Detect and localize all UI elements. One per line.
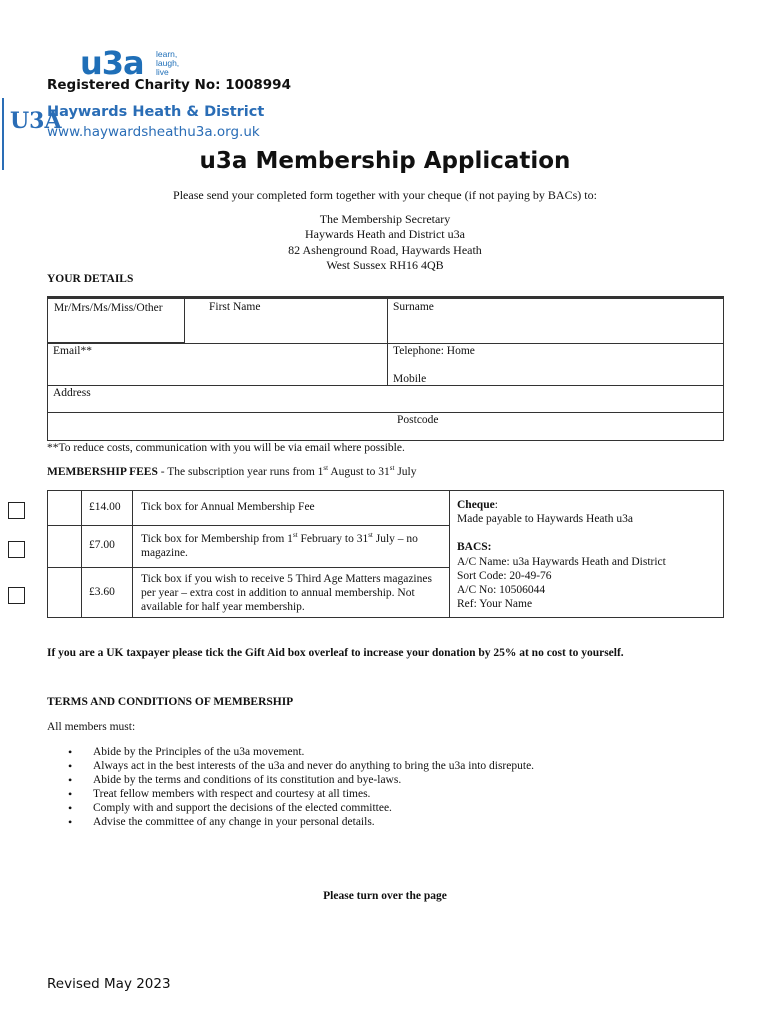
u3a-logo-wordmark: u3a: [80, 44, 144, 82]
annual-fee-checkbox[interactable]: [8, 502, 25, 519]
first-name-field[interactable]: [185, 298, 387, 343]
fee-price: £7.00: [89, 539, 115, 551]
page-title: u3a Membership Application: [199, 148, 571, 174]
first-name-label: First Name: [209, 301, 261, 313]
side-u3a-logo: U3A: [8, 108, 40, 168]
fee-description: Tick box for Annual Membership Fee: [141, 501, 315, 513]
instructions: Please send your completed form together with your cheque (if not paying by BACs) to:: [173, 188, 597, 202]
list-item: • Abide by the Principles of the u3a movement.: [47, 745, 727, 759]
fees-heading: MEMBERSHIP FEES - The subscription year runs from 1st August to 31st July: [47, 464, 417, 478]
fee-description: Tick box for Membership from 1st February to 31st July – no magazine.: [141, 531, 418, 559]
gift-aid-note: If you are a UK taxpayer please tick the Gift Aid box overleaf to increase your donation by 25% at no cost to yourself.: [47, 647, 624, 659]
fee-price: £14.00: [89, 501, 121, 513]
address-line: Haywards Heath and District u3a: [305, 227, 465, 241]
address-field[interactable]: [47, 386, 724, 412]
postcode-field[interactable]: [47, 413, 724, 441]
telephone-field[interactable]: [388, 344, 724, 385]
fee-price: £3.60: [89, 586, 115, 598]
list-item: • Always act in the best interests of the u3a and never do anything to bring the u3a into disrepute.: [47, 759, 727, 773]
terms-heading: TERMS AND CONDITIONS OF MEMBERSHIP: [47, 696, 294, 708]
postcode-label: Postcode: [397, 414, 439, 426]
cheque-label: Cheque:: [457, 499, 498, 511]
revision-date: Revised May 2023: [47, 976, 171, 992]
charity-number: Registered Charity No: 1008994: [47, 77, 291, 93]
your-details-heading: YOUR DETAILS: [47, 273, 134, 285]
email-label: Email**: [53, 345, 92, 357]
list-item: • Abide by the terms and conditions of its constitution and bye-laws.: [47, 773, 727, 787]
address-line: 82 Ashenground Road, Haywards Heath: [288, 243, 482, 257]
list-item: • Treat fellow members with respect and courtesy at all times.: [47, 787, 727, 801]
terms-intro: All members must:: [47, 721, 136, 733]
org-name: Haywards Heath & District: [47, 104, 265, 120]
org-website-link[interactable]: www.haywardsheathu3a.org.uk: [47, 124, 260, 140]
half-year-fee-checkbox[interactable]: [8, 541, 25, 558]
mobile-label: Mobile: [393, 373, 427, 385]
list-item: • Comply with and support the decisions of the elected committee.: [47, 801, 727, 815]
surname-field[interactable]: [388, 298, 724, 343]
address-label: Address: [53, 387, 91, 399]
address-line: The Membership Secretary: [319, 212, 451, 226]
u3a-logo-tagline: learn, laugh, live: [156, 49, 180, 77]
bacs-label: BACS:: [457, 541, 492, 553]
terms-list: [47, 745, 727, 829]
telephone-home-label: Telephone: Home: [393, 345, 475, 357]
cheque-text: Made payable to Haywards Heath u3a: [457, 513, 633, 525]
turn-over-note: Please turn over the page: [323, 890, 447, 902]
title-field[interactable]: Mr/Mrs/Ms/Miss/Other: [47, 298, 185, 343]
email-field[interactable]: [47, 344, 387, 385]
magazine-checkbox[interactable]: [8, 587, 25, 604]
list-item: • Advise the committee of any change in your personal details.: [47, 815, 727, 829]
address-line: West Sussex RH16 4QB: [326, 258, 444, 272]
fee-description: Tick box if you wish to receive 5 Third Age Matters magazines per year – extra cost in addition to annual membership. Not available for half year membership.: [141, 573, 432, 613]
email-note: **To reduce costs, communication with you will be via email where possible.: [47, 442, 405, 454]
surname-label: Surname: [393, 301, 434, 313]
bacs-details: A/C Name: u3a Haywards Heath and District Sort Code: 20-49-76 A/C No: 10506044 Ref: Your Name: [457, 556, 666, 610]
